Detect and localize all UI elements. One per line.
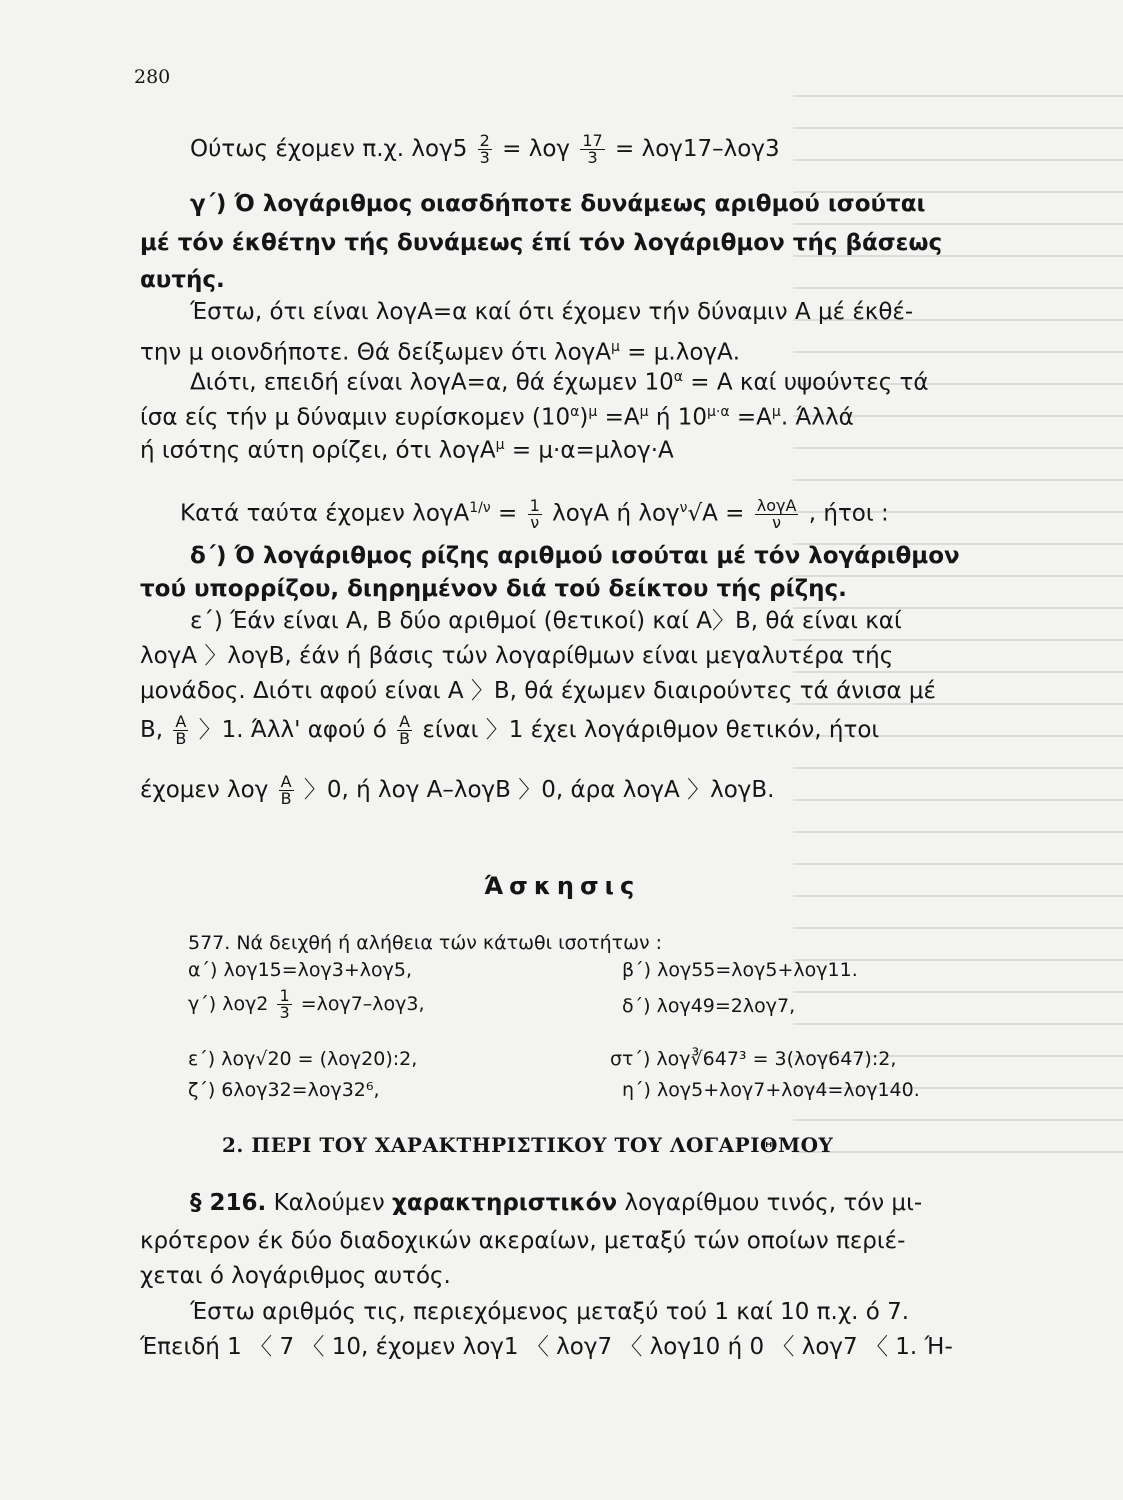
fraction: $\frac{1}{\nu}$ [529,495,540,532]
text-line: λογΑ 〉λογΒ, έάν ή βάσις τών λογαρίθμων είναι μεγαλυτέρα τής [140,643,894,669]
exercise-item: α΄) λογ15=λογ3+λογ5, [188,959,413,981]
text-line: ή ισότης αύτη ορίζει, ότι λογΑ$^\mu$ = μ·α=μλογ·Α [140,437,674,464]
fraction: $\frac{A}{B}$ [399,712,411,748]
text-line: έχομεν λογ $\frac{A}{B}$ 〉0, ή λογ Α–λογΒ 〉0, άρα λογΑ 〉λογΒ. [140,772,775,808]
exercise-item: γ΄) λογ2 $\frac{1}{3}$ =λογ7–λογ3, [188,986,425,1022]
text-line: Διότι, επειδή είναι λογΑ=α, θά έχωμεν $10^\alpha = A$ καί υψούντες τά [190,369,929,396]
paragraph-216: § 216. Καλούμεν χαρακτηριστικόν λογαρίθμου τινός, τόν μι- [190,1190,923,1216]
exercise-intro: 577. Νά δειχθή ή αλήθεια τών κάτωθι ισοτήτων : [188,932,663,954]
fraction: $\frac{1}{3}$ [279,986,290,1022]
text-line: ίσα είς τήν μ δύναμιν ευρίσκομεν $(10^\alpha)^\mu =A^\mu$ ή $10^{\mu\cdot\alpha} =A^\mu$. Άλλά [140,404,854,431]
text-line: ε΄) Έάν είναι Α, Β δύο αριθμοί (θετικοί) καί Α〉Β, θά είναι καί [190,608,902,634]
text-line: χεται ό λογάριθμος αυτός. [140,1263,451,1289]
page-number: 280 [134,66,171,88]
example-line: Ούτως έχομεν π.χ. λογ5 $\frac{2}{3}$ = λογ $\frac{17}{3}$ = λογ17–λογ3 [190,133,780,166]
text-line: κρότερον έκ δύο διαδοχικών ακεραίων, μεταξύ τών οποίων περιέ- [140,1228,906,1254]
section-heading: 2. ΠΕΡΙ ΤΟΥ ΧΑΡΑΚΤΗΡΙΣΤΙΚΟΥ ΤΟΥ ΛΟΓΑΡΙΘΜΟΥ [222,1133,834,1157]
theorem-delta: δ΄) Ό λογάριθμος ρίζης αριθμού ισούται μέ τόν λογάριθμον [190,543,960,569]
theorem-delta-cont: τού υπορρίζου, διηρημένον διά τού δείκτου τής ρίζης. [140,576,847,602]
theorem-gamma: γ΄) Ό λογάριθμος οιασδήποτε δυνάμεως αριθμού ισούται [190,191,926,217]
exercise-item: στ΄) λογ∛647³ = 3(λογ647):2, [610,1048,897,1070]
exercises-title: Άσκησις [484,872,641,900]
exercise-item: β΄) λογ55=λογ5+λογ11. [622,959,858,981]
theorem-gamma-end: αυτής. [140,267,225,293]
text-line: Έστω αριθμός τις, περιεχόμενος μεταξύ τού 1 καί 10 π.χ. ό 7. [190,1299,910,1325]
fraction: $\frac{\text{λογΑ}}{\nu}$ [756,495,797,532]
exercise-item: δ΄) λογ49=2λογ7, [622,995,796,1017]
fraction: $\frac{17}{3}$ [582,133,603,166]
text-line: μονάδος. Διότι αφού είναι Α 〉Β, θά έχωμεν διαιρούντες τά άνισα μέ [140,678,936,704]
text-line: την μ οιονδήποτε. Θά δείξωμεν ότι λογΑ$^\mu$ = μ.λογΑ. [140,339,741,366]
exercise-item: η΄) λογ5+λογ7+λογ4=λογ140. [622,1079,920,1101]
exercise-item: ε΄) λογ√20 = (λογ20):2, [188,1048,418,1070]
text-line: Β, $\frac{A}{B}$ 〉1. Άλλ' αφού ό $\frac{A}{B}$ είναι 〉1 έχει λογάριθμον θετικόν, ήτοι [140,712,880,748]
fraction: $\frac{2}{3}$ [479,133,490,166]
fraction: $\frac{A}{B}$ [175,712,187,748]
formula-line: Κατά ταύτα έχομεν λογΑ$^{1/\nu}$ = $\frac{1}{\nu}$ λογΑ ή λογ$^\nu$√Α = $\frac{\text{λογΑ}}{\nu}$ , ήτοι : [180,495,889,532]
theorem-gamma-cont: μέ τόν έκθέτην τής δυνάμεως έπί τόν λογάριθμον τής βάσεως [140,230,943,256]
exercise-item: ζ΄) 6λογ32=λογ32⁶, [188,1079,380,1101]
text-line: Έστω, ότι είναι λογΑ=α καί ότι έχομεν τήν δύναμιν Α μέ έκθέ- [190,299,914,325]
text-line: Έπειδή 1 〈 7 〈 10, έχομεν λογ1 〈 λογ7 〈 λογ10 ή 0 〈 λογ7 〈 1. Ή- [140,1334,953,1360]
fraction: $\frac{A}{B}$ [280,772,292,808]
